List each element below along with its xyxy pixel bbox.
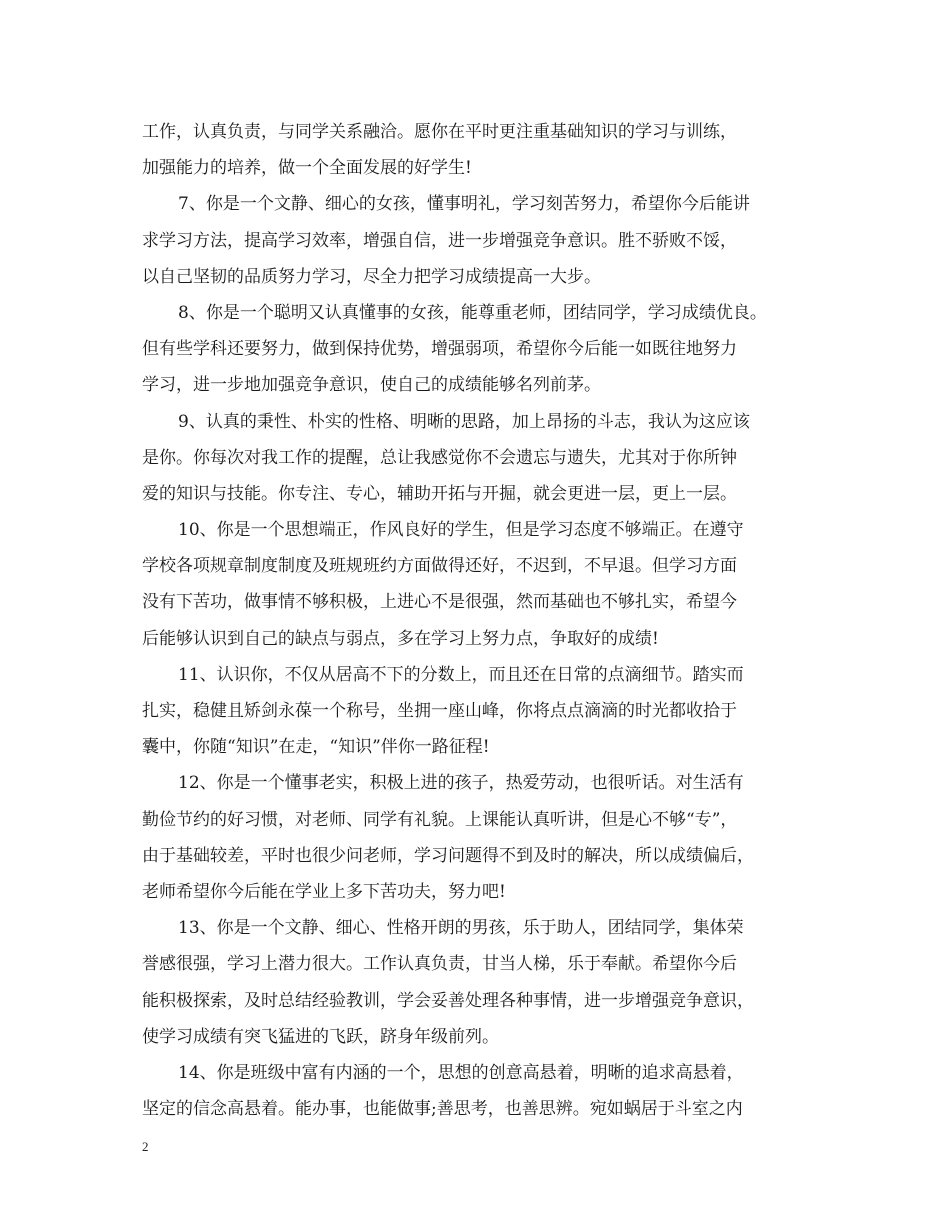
text-line: 13、你是一个文静、细心、性格开朗的男孩，乐于助人，团结同学，集体荣 — [178, 918, 744, 939]
text-line: 学校各项规章制度制度及班规班约方面做得还好，不迟到，不早退。但学习方面 — [142, 556, 737, 577]
text-line: 使学习成绩有突飞猛进的飞跃，跻身年级前列。 — [142, 1026, 499, 1047]
text-line: 老师希望你今后能在学业上多下苦功夫，努力吧! — [142, 881, 506, 902]
text-line: 7、你是一个文静、细心的女孩，懂事明礼，学习刻苦努力，希望你今后能讲 — [178, 194, 750, 215]
text-line: 爱的知识与技能。你专注、专心，辅助开拓与开掘，就会更进一层，更上一层。 — [142, 483, 737, 504]
text-line: 坚定的信念高悬着。能办事，也能做事;善思考，也善思辨。宛如蜗居于斗室之内 — [142, 1099, 743, 1120]
text-line: 由于基础较差，平时也很少问老师，学习问题得不到及时的解决，所以成绩偏后， — [142, 845, 754, 866]
text-line: 囊中，你随“知识”在走，“知识”伴你一路征程! — [142, 737, 490, 758]
text-line: 加强能力的培养，做一个全面发展的好学生! — [142, 158, 472, 179]
text-line: 以自己坚韧的品质努力学习，尽全力把学习成绩提高一大步。 — [142, 266, 601, 287]
text-line: 学习，进一步地加强竞争意识，使自己的成绩能够名列前茅。 — [142, 375, 601, 396]
text-line: 但有些学科还要努力，做到保持优势，增强弱项，希望你今后能一如既往地努力 — [142, 339, 737, 360]
text-line: 能积极探索，及时总结经验教训，学会妥善处理各种事情，进一步增强竞争意识， — [142, 990, 754, 1011]
text-line: 10、你是一个思想端正，作风良好的学生，但是学习态度不够端正。在遵守 — [178, 520, 744, 541]
text-line: 8、你是一个聪明又认真懂事的女孩，能尊重老师，团结同学，学习成绩优良。 — [178, 302, 767, 323]
text-line: 11、认识你，不仅从居高不下的分数上，而且还在日常的点滴细节。踏实而 — [178, 664, 744, 685]
text-line: 9、认真的秉性、朴实的性格、明晰的思路，加上昂扬的斗志，我认为这应该 — [178, 411, 750, 432]
text-line: 是你。你每次对我工作的提醒，总让我感觉你不会遗忘与遗失，尤其对于你所钟 — [142, 447, 737, 468]
page-number: 2 — [142, 1139, 149, 1154]
text-line: 求学习方法，提高学习效率，增强自信，进一步增强竞争意识。胜不骄败不馁， — [142, 230, 737, 251]
text-line: 工作，认真负责，与同学关系融洽。愿你在平时更注重基础知识的学习与训练， — [142, 122, 737, 142]
text-line: 扎实，稳健且矫剑永葆一个称号，坐拥一座山峰，你将点点滴滴的时光都收拾于 — [142, 701, 737, 721]
body-text — [142, 114, 807, 1127]
text-line: 誉感很强，学习上潜力很大。工作认真负责，甘当人梯，乐于奉献。希望你今后 — [142, 954, 737, 975]
text-line: 勤俭节约的好习惯，对老师、同学有礼貌。上课能认真听讲，但是心不够“专”， — [142, 809, 738, 830]
text-line: 12、你是一个懂事老实，积极上进的孩子，热爱劳动，也很听话。对生活有 — [178, 773, 744, 794]
text-line: 14、你是班级中富有内涵的一个，思想的创意高悬着，明晰的追求高悬着， — [178, 1062, 744, 1083]
text-line: 没有下苦功，做事情不够积极，上进心不是很强，然而基础也不够扎实，希望今 — [142, 592, 737, 613]
text-line: 后能够认识到自己的缺点与弱点，多在学习上努力点，争取好的成绩! — [142, 628, 659, 649]
